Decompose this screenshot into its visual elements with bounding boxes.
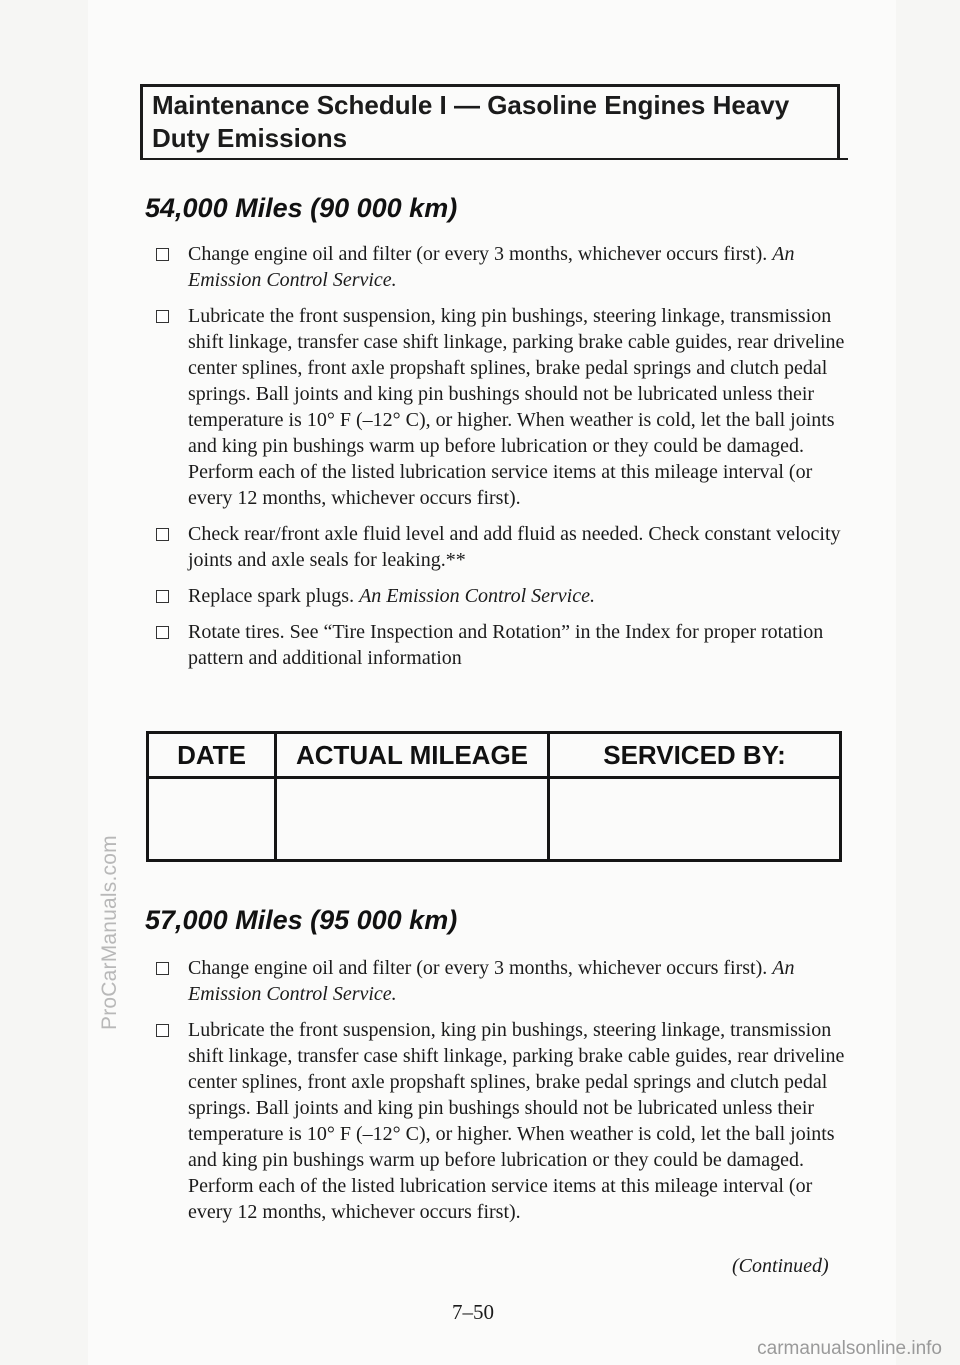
table-header-serviced-by: SERVICED BY: (603, 740, 786, 770)
item-text: Change engine oil and filter (or every 3 months, whichever occurs first). (188, 957, 773, 979)
list-item (152, 619, 852, 671)
table-header-date: DATE (177, 740, 246, 770)
list-item (152, 583, 852, 609)
section-heading-57000: 57,000 Miles (95 000 km) (145, 905, 458, 935)
item-text: Replace spark plugs. (188, 585, 360, 607)
item-text: Change engine oil and filter (or every 3 months, whichever occurs first). (188, 243, 773, 265)
continued-note: (Continued) (732, 1255, 829, 1277)
checkbox[interactable] (156, 1024, 169, 1037)
item-note: An Emission Control Service. (188, 957, 795, 1005)
list-item (152, 241, 852, 293)
table-header-actual-mileage: ACTUAL MILEAGE (295, 740, 529, 770)
list-item (152, 303, 852, 511)
serviced-by-entry-cell[interactable] (550, 779, 839, 859)
item-text: Check rear/front axle fluid level and add fluid as needed. Check constant velocity joints and axle seals for leaking.** (188, 523, 841, 571)
header-underline (140, 158, 848, 160)
item-note: An Emission Control Service. (188, 243, 795, 291)
checkbox[interactable] (156, 962, 169, 975)
mileage-entry-cell[interactable] (277, 779, 547, 859)
section-items-54000 (152, 241, 852, 681)
page-title: Maintenance Schedule I — Gasoline Engines Heavy Duty Emissions (152, 90, 790, 153)
item-text: Lubricate the front suspension, king pin bushings, steering linkage, transmission shift linkage, transfer case shift linkage, parking brake cable guides, rear driveline center splines, front axle propshaft splines, brake pedal springs and clutch pedal springs. Ball joints and king pin bushings should not be lubricated unless their temperature is 10° F (–12° C), or higher. When weather is cold, let the ball joints and king pin bushings warm up before lubrication or they could be damaged. Perform each of the listed lubrication service items at this mileage interval (or every 12 months, whichever occurs first). (188, 305, 845, 509)
list-item (152, 1017, 852, 1225)
watermark-bottom: carmanualsonline.info (757, 1338, 942, 1359)
list-item (152, 521, 852, 573)
service-record-table (146, 731, 842, 862)
section-items-57000 (152, 955, 852, 1235)
date-entry-cell[interactable] (149, 779, 274, 859)
checkbox[interactable] (156, 626, 169, 639)
page-number: 7–50 (452, 1300, 494, 1324)
checkbox[interactable] (156, 590, 169, 603)
section-heading-54000: 54,000 Miles (90 000 km) (145, 193, 458, 223)
item-text: Rotate tires. See “Tire Inspection and Rotation” in the Index for proper rotation pattern and additional information (188, 621, 824, 669)
checkbox[interactable] (156, 310, 169, 323)
checkbox[interactable] (156, 248, 169, 261)
item-note: An Emission Control Service. (359, 585, 595, 607)
list-item (152, 955, 852, 1007)
item-text: Lubricate the front suspension, king pin bushings, steering linkage, transmission shift linkage, transfer case shift linkage, parking brake cable guides, rear driveline center splines, front axle propshaft splines, brake pedal springs and clutch pedal springs. Ball joints and king pin bushings should not be lubricated unless their temperature is 10° F (–12° C), or higher. When weather is cold, let the ball joints and king pin bushings warm up before lubrication or they could be damaged. Perform each of the listed lubrication service items at this mileage interval (or every 12 months, whichever occurs first). (188, 1019, 845, 1223)
watermark-side: ProCarManuals.com (98, 835, 121, 1030)
checkbox[interactable] (156, 528, 169, 541)
